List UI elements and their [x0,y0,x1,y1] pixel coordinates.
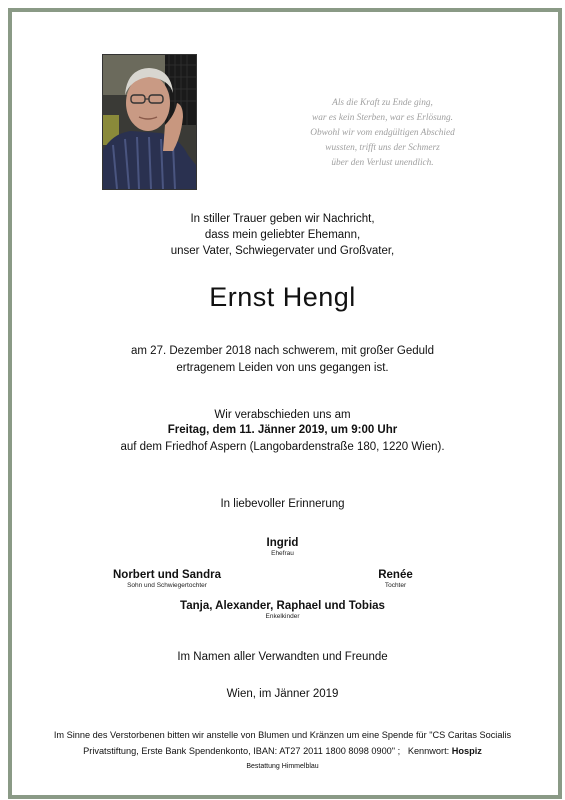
memory-heading: In liebevoller Erinnerung [220,498,345,510]
intro-line: dass mein geliebter Ehemann, [204,229,361,241]
daughter-role: Tochter [384,582,407,589]
death-notice [0,343,565,377]
portrait-photo [102,54,197,190]
donation-line-2: Privatstiftung, Erste Bank Spendenkonto, IBAN: AT27 2011 1800 8098 0900" ; Kennwort: [83,746,452,756]
family-wife [0,537,565,557]
poem-line: über den Verlust unendlich. [331,158,434,168]
farewell-day: Freitag [167,424,207,436]
intro-line: unser Vater, Schwiegervater und Großvater, [170,245,395,257]
farewell-datetime [0,424,565,436]
donation-keyword: Hospiz [451,746,482,756]
family-son [92,569,242,589]
farewell-place: auf dem Friedhof Aspern (Langobardenstraße 180, 1220 Wien). [120,441,445,453]
family-grandchildren [0,600,565,620]
son-name: Norbert und Sandra [113,569,221,581]
donation-request [0,727,565,759]
poem-line: Obwohl wir vom endgültigen Abschied [310,128,455,138]
poem-line: war es kein Sterben, war es Erlösung. [312,113,453,123]
relatives-line: Im Namen aller Verwandten und Freunde [177,651,388,663]
farewell-sep: , um [324,424,349,436]
place-date: Wien, im Jänner 2019 [226,688,339,700]
death-line: am 27. Dezember 2018 nach schwerem, mit großer Geduld [131,345,434,357]
portrait-image [103,55,196,189]
poem [300,96,465,171]
farewell-intro: Wir verabschieden uns am [214,409,351,421]
deceased-name: Ernst Hengl [209,282,356,312]
wife-role: Ehefrau [271,550,294,557]
wife-name: Ingrid [266,537,299,549]
announcement-intro [0,211,565,259]
death-line: ertragenem Leiden von uns gegangen ist. [176,362,389,374]
intro-line: In stiller Trauer geben wir Nachricht, [190,213,375,225]
donation-line-1: Im Sinne des Verstorbenen bitten wir anstelle von Blumen und Kränzen um eine Spende für "CS Caritas Socialis [53,730,512,740]
family-daughter [348,569,443,589]
poem-line: wussten, trifft uns der Schmerz [325,143,440,153]
daughter-name: Renée [378,569,413,581]
grandchildren-role: Enkelkinder [265,613,300,620]
son-role: Sohn und Schwiegertochter [127,582,207,589]
farewell-time: 9:00 Uhr [351,424,398,436]
poem-line: Als die Kraft zu Ende ging, [332,98,433,108]
page-frame [8,8,562,799]
undertaker: Bestattung Himmelblau [246,763,319,770]
farewell-date: , dem 11. Jänner 2019 [206,424,325,436]
grandchildren-names: Tanja, Alexander, Raphael und Tobias [180,600,385,612]
